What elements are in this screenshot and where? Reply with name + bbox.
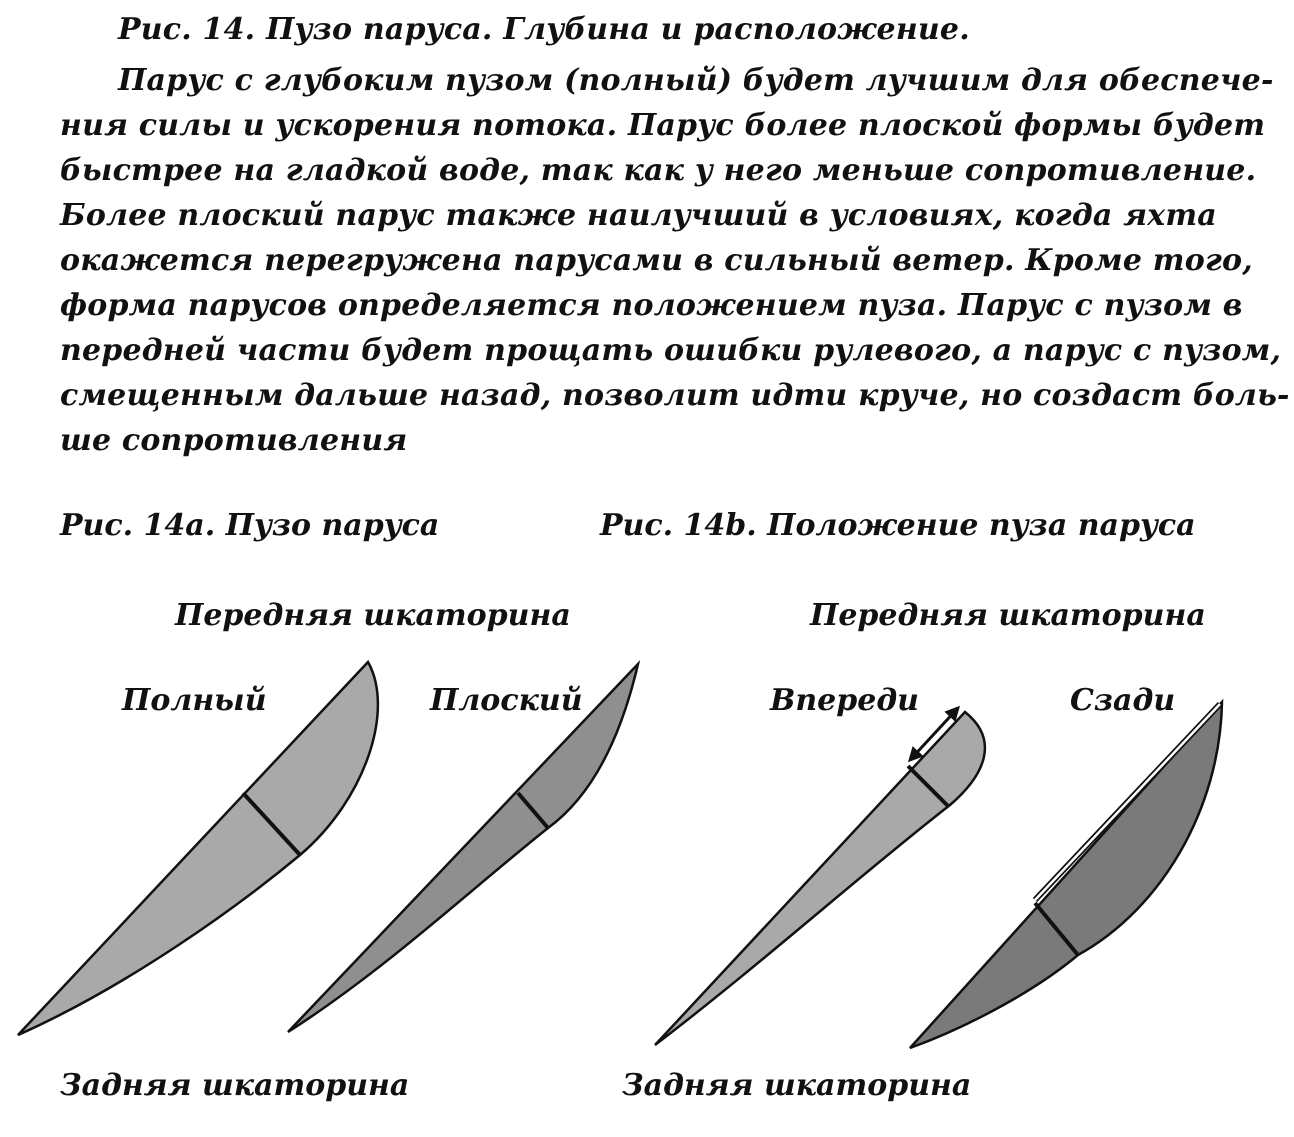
- paragraph-line: форма парусов определяется положением пуза. Парус с пузом в: [60, 288, 1243, 323]
- paragraph-line: быстрее на гладкой воде, так как у него меньше сопротивление.: [60, 153, 1257, 188]
- sail-draft-front: [655, 708, 985, 1045]
- paragraph-line: Более плоский парус также наилучший в условиях, когда яхта: [60, 198, 1217, 233]
- paragraph-line: окажется перегружена парусами в сильный ветер. Кроме того,: [60, 243, 1253, 278]
- paragraph-line: смещенным дальше назад, позволит идти круче, но создаст боль-: [60, 378, 1290, 413]
- paragraph-line: ше сопротивления: [60, 423, 408, 458]
- figure-a-bottom-label: Задняя шкаторина: [60, 1068, 410, 1103]
- figure-b-title: Рис. 14b. Положение пуза паруса: [600, 508, 1196, 543]
- figure-b-bottom-label: Задняя шкаторина: [622, 1068, 972, 1103]
- figure-caption: Рис. 14. Пузо паруса. Глубина и расположение.: [118, 12, 970, 47]
- figure-a-top-label: Передняя шкаторина: [175, 598, 571, 633]
- sail-back-label: Сзади: [1070, 683, 1176, 718]
- paragraph-line: Парус с глубоким пузом (полный) будет лучшим для обеспече-: [118, 63, 1274, 98]
- sail-front-label: Впереди: [770, 683, 919, 718]
- figure-a-title: Рис. 14а. Пузо паруса: [60, 508, 440, 543]
- sail-flat-label: Плоский: [430, 683, 583, 718]
- sail-front-shape: [655, 712, 985, 1045]
- figure-b-top-label: Передняя шкаторина: [810, 598, 1206, 633]
- paragraph-line: ния силы и ускорения потока. Парус более плоской формы будет: [60, 108, 1266, 143]
- sail-full-label: Полный: [122, 683, 267, 718]
- paragraph-line: передней части будет прощать ошибки рулевого, а парус с пузом,: [60, 333, 1282, 368]
